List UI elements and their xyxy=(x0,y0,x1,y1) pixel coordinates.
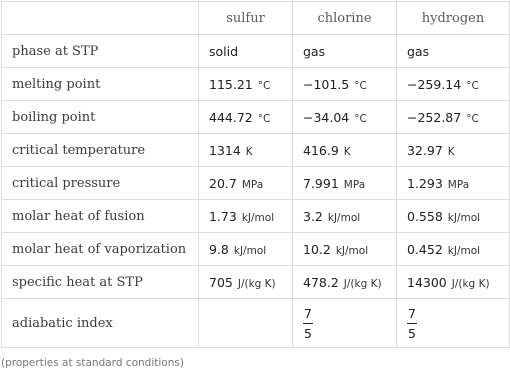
value-cell xyxy=(397,167,510,200)
footnote: (properties at standard conditions) xyxy=(1,357,184,369)
value-cell xyxy=(199,233,293,266)
fraction xyxy=(303,306,313,341)
value-number: gas xyxy=(303,43,326,59)
value-unit: MPa xyxy=(447,178,470,191)
value-cell xyxy=(397,266,510,299)
value-unit: °C xyxy=(466,112,479,125)
value-unit: J/(kg K) xyxy=(237,277,276,290)
row-label: phase at STP xyxy=(2,35,199,68)
value-unit: kJ/mol xyxy=(327,211,361,224)
value-number: 9.8 xyxy=(209,241,229,257)
value-cell xyxy=(293,35,397,68)
value-cell xyxy=(397,101,510,134)
value-unit: MPa xyxy=(343,178,366,191)
table-row xyxy=(2,68,510,101)
row-label: critical pressure xyxy=(2,167,199,200)
value-number: 20.7 xyxy=(209,175,237,191)
value-cell xyxy=(397,134,510,167)
value-cell xyxy=(293,167,397,200)
value-number: 32.97 xyxy=(407,142,443,158)
row-label: melting point xyxy=(2,68,199,101)
value-number: 1314 xyxy=(209,142,241,158)
element-properties-table xyxy=(1,1,510,348)
value-cell xyxy=(397,200,510,233)
value-cell xyxy=(199,68,293,101)
value-unit: °C xyxy=(466,79,479,92)
table-row xyxy=(2,167,510,200)
value-unit: kJ/mol xyxy=(241,211,275,224)
row-label: critical temperature xyxy=(2,134,199,167)
row-label: molar heat of vaporization xyxy=(2,233,199,266)
header-sulfur: sulfur xyxy=(199,2,293,35)
value-number: 14300 xyxy=(407,274,447,290)
value-number: −34.04 xyxy=(303,109,350,125)
value-cell xyxy=(293,134,397,167)
value-number: 0.558 xyxy=(407,208,443,224)
value-unit: K xyxy=(343,145,351,158)
fraction-numerator: 7 xyxy=(304,305,312,321)
value-number: gas xyxy=(407,43,430,59)
value-cell xyxy=(293,233,397,266)
row-label: molar heat of fusion xyxy=(2,200,199,233)
value-cell xyxy=(397,233,510,266)
value-cell xyxy=(293,266,397,299)
fraction xyxy=(407,306,417,341)
value-cell xyxy=(199,35,293,68)
value-number: 1.73 xyxy=(209,208,237,224)
value-number: 478.2 xyxy=(303,274,339,290)
value-number: −101.5 xyxy=(303,76,350,92)
value-cell xyxy=(293,299,397,348)
value-cell xyxy=(199,200,293,233)
value-number: 444.72 xyxy=(209,109,253,125)
header-corner-cell xyxy=(2,2,199,35)
fraction-bar xyxy=(407,323,417,324)
row-label: adiabatic index xyxy=(2,299,199,348)
value-cell xyxy=(397,68,510,101)
value-unit: °C xyxy=(257,112,271,125)
table-row xyxy=(2,101,510,134)
value-unit: °C xyxy=(354,112,367,125)
value-number: 705 xyxy=(209,274,233,290)
row-label: specific heat at STP xyxy=(2,266,199,299)
value-unit: °C xyxy=(354,79,367,92)
value-number: 3.2 xyxy=(303,208,323,224)
header-chlorine: chlorine xyxy=(293,2,397,35)
value-cell xyxy=(397,35,510,68)
fraction-bar xyxy=(303,323,313,324)
value-cell xyxy=(293,68,397,101)
value-number: 1.293 xyxy=(407,175,443,191)
fraction-denominator: 5 xyxy=(408,325,416,341)
row-label: boiling point xyxy=(2,101,199,134)
table-row xyxy=(2,200,510,233)
table-row xyxy=(2,233,510,266)
value-unit: kJ/mol xyxy=(335,244,369,257)
value-number: 416.9 xyxy=(303,142,339,158)
table-row xyxy=(2,134,510,167)
value-unit: K xyxy=(245,145,253,158)
value-unit: °C xyxy=(257,79,271,92)
value-number: 10.2 xyxy=(303,241,331,257)
header-row xyxy=(2,2,510,35)
value-number: 0.452 xyxy=(407,241,443,257)
value-number: solid xyxy=(209,43,239,59)
value-cell xyxy=(199,101,293,134)
value-cell xyxy=(199,134,293,167)
adiabatic-index-row xyxy=(2,299,510,348)
value-cell xyxy=(199,167,293,200)
value-number: 115.21 xyxy=(209,76,253,92)
fraction-numerator: 7 xyxy=(408,305,416,321)
value-cell-empty xyxy=(199,299,293,348)
table-row xyxy=(2,266,510,299)
value-unit: K xyxy=(447,145,455,158)
value-number: −259.14 xyxy=(407,76,462,92)
value-unit: kJ/mol xyxy=(233,244,267,257)
value-unit: J/(kg K) xyxy=(343,277,382,290)
value-number: −252.87 xyxy=(407,109,462,125)
header-hydrogen: hydrogen xyxy=(397,2,510,35)
fraction-denominator: 5 xyxy=(304,325,312,341)
value-cell xyxy=(293,200,397,233)
value-number: 7.991 xyxy=(303,175,339,191)
value-unit: J/(kg K) xyxy=(451,277,490,290)
value-cell xyxy=(397,299,510,348)
value-cell xyxy=(293,101,397,134)
value-cell xyxy=(199,266,293,299)
value-unit: MPa xyxy=(241,178,264,191)
table-row xyxy=(2,35,510,68)
value-unit: kJ/mol xyxy=(447,211,481,224)
value-unit: kJ/mol xyxy=(447,244,481,257)
properties-table-container xyxy=(1,1,510,348)
